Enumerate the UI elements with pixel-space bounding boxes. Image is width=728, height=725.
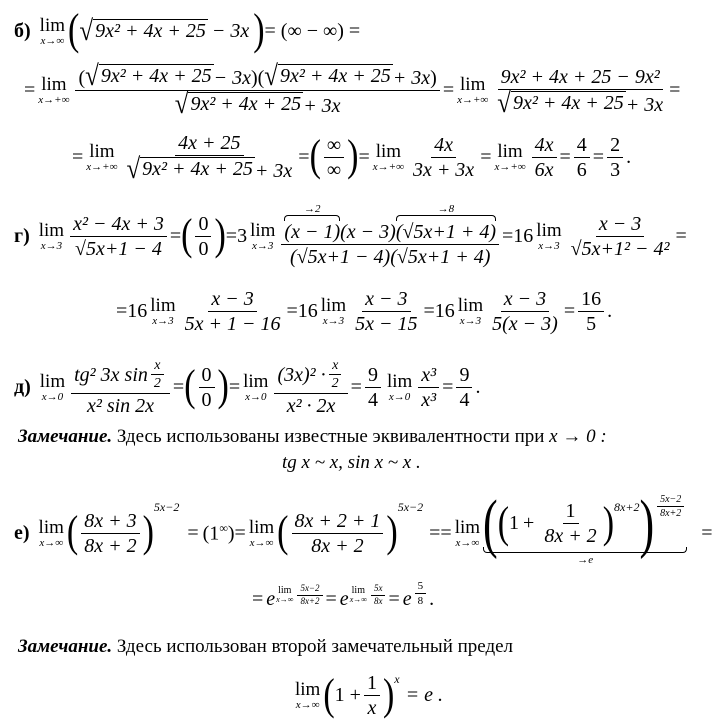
note-second-limit: Замечание. Здесь использован второй замечательный предел [18, 636, 514, 657]
second-remarkable-limit: lim x→∞ ( 1 + $\frac{1}{x}$ ) $^x$ = e . [295, 670, 443, 719]
example-g-line1: г) lim x→3 $\frac{\text{x² − 4x + 3}}{√5x+1 - 4}$ = ( $\frac{0}{0}$ ) = 3 lim x→3 →2 (x − 1) (x − 3) →8 (√5x+1 + 4) (√5x+1 − 4)(√5x+1 + 4) = 16 lim x→3 $\frac{x - 3}{\text{√5x+1² − 4²}}$ = [14, 203, 687, 268]
example-b-line3: = lim x→+∞ 4x + 25 √ 9x² + 4x + 25 + 3x = ( $\frac{\infty}{\infty}$ ) = lim x→+∞ $\frac{4x}{3x + 3x}$ = lim x→+∞ $\frac{4x}{6x}$ = $\frac{4}{6}$ = $\frac{2}{3}$ . [72, 132, 632, 186]
lim-operator: lim x→∞ [39, 14, 66, 47]
example-b-line2: = lim x→+∞ ( √ 9x² + 4x + 25 − 3x)( √ 9x² + 4x + 25 + 3x) √ 9x² + 4x + 25 + 3x = lim x→+∞ 9x² + 4x + 25 − 9x² √ 9x² + 4x + 25 + 3x = [24, 60, 681, 121]
example-g-line2: = 16 lim x→3 $\frac{x - 3}{5x + 1 - 16}$ = 16 lim x→3 $\frac{x - 3}{5x - 15}$ = 16 lim x→3 $\frac{x - 3}{5(x - 3)}$ = $\frac{16}{5}$ . [116, 288, 613, 335]
example-e-line2: = e lim x→∞ $\frac{5x-2}{8x+2}$ = e lim x→∞ $\frac{5x}{8x}$ = e $\frac{5}{8}$ . [252, 580, 435, 610]
label-b: б) [14, 19, 31, 42]
example-b-line1: б) lim x→∞ ( √ 9x² + 4x + 25 − 3x ) = (∞ − ∞) = [14, 6, 361, 55]
note-equivalences: Замечание. Здесь использованы известные эквивалентности при x → 0 : [18, 426, 607, 447]
indeterminate-form: = (∞ − ∞) = [264, 19, 361, 42]
label-g: г) [14, 224, 30, 247]
label-e: е) [14, 521, 30, 544]
label-d: д) [14, 375, 31, 398]
example-e-line1: е) lim x→∞ ( $\frac{8x + 3}{8x + 2}$ ) $^{5x-2}$ = (1∞) = lim x→∞ ( $\frac{8x + 2 + 1}{8x + 2}$ ) $^{5x-2}$ == lim x→∞ ( ( 1 + $\frac{1}{8x + 2}$ ) $^{8x+2}$ ) $\frac{5x-2}{8x+2}$ →e = [14, 486, 713, 566]
note-equivalences-formula: tg x ~ x, sin x ~ x . [282, 452, 421, 473]
example-d: д) lim x→0 tg² 3x sin $\frac{x}{2}$ x² sin 2x = ( $\frac{0}{0}$ ) = lim x→0 (3x)² · $\frac{x}{2}$ x² · 2x = $\frac{9}{4}$ lim x→0 $\frac{\text{x³}}{\text{x³}}$ = $\frac{9}{4}$ . [14, 358, 481, 417]
fraction-conjugate: ( √ 9x² + 4x + 25 − 3x)( √ 9x² + 4x + 25 + 3x) √ 9x² + 4x + 25 + 3x [75, 64, 439, 117]
sqrt-expression: √ 9x² + 4x + 25 [79, 15, 206, 47]
fraction-expanded: 9x² + 4x + 25 − 9x² √ 9x² + 4x + 25 + 3x [497, 65, 664, 119]
